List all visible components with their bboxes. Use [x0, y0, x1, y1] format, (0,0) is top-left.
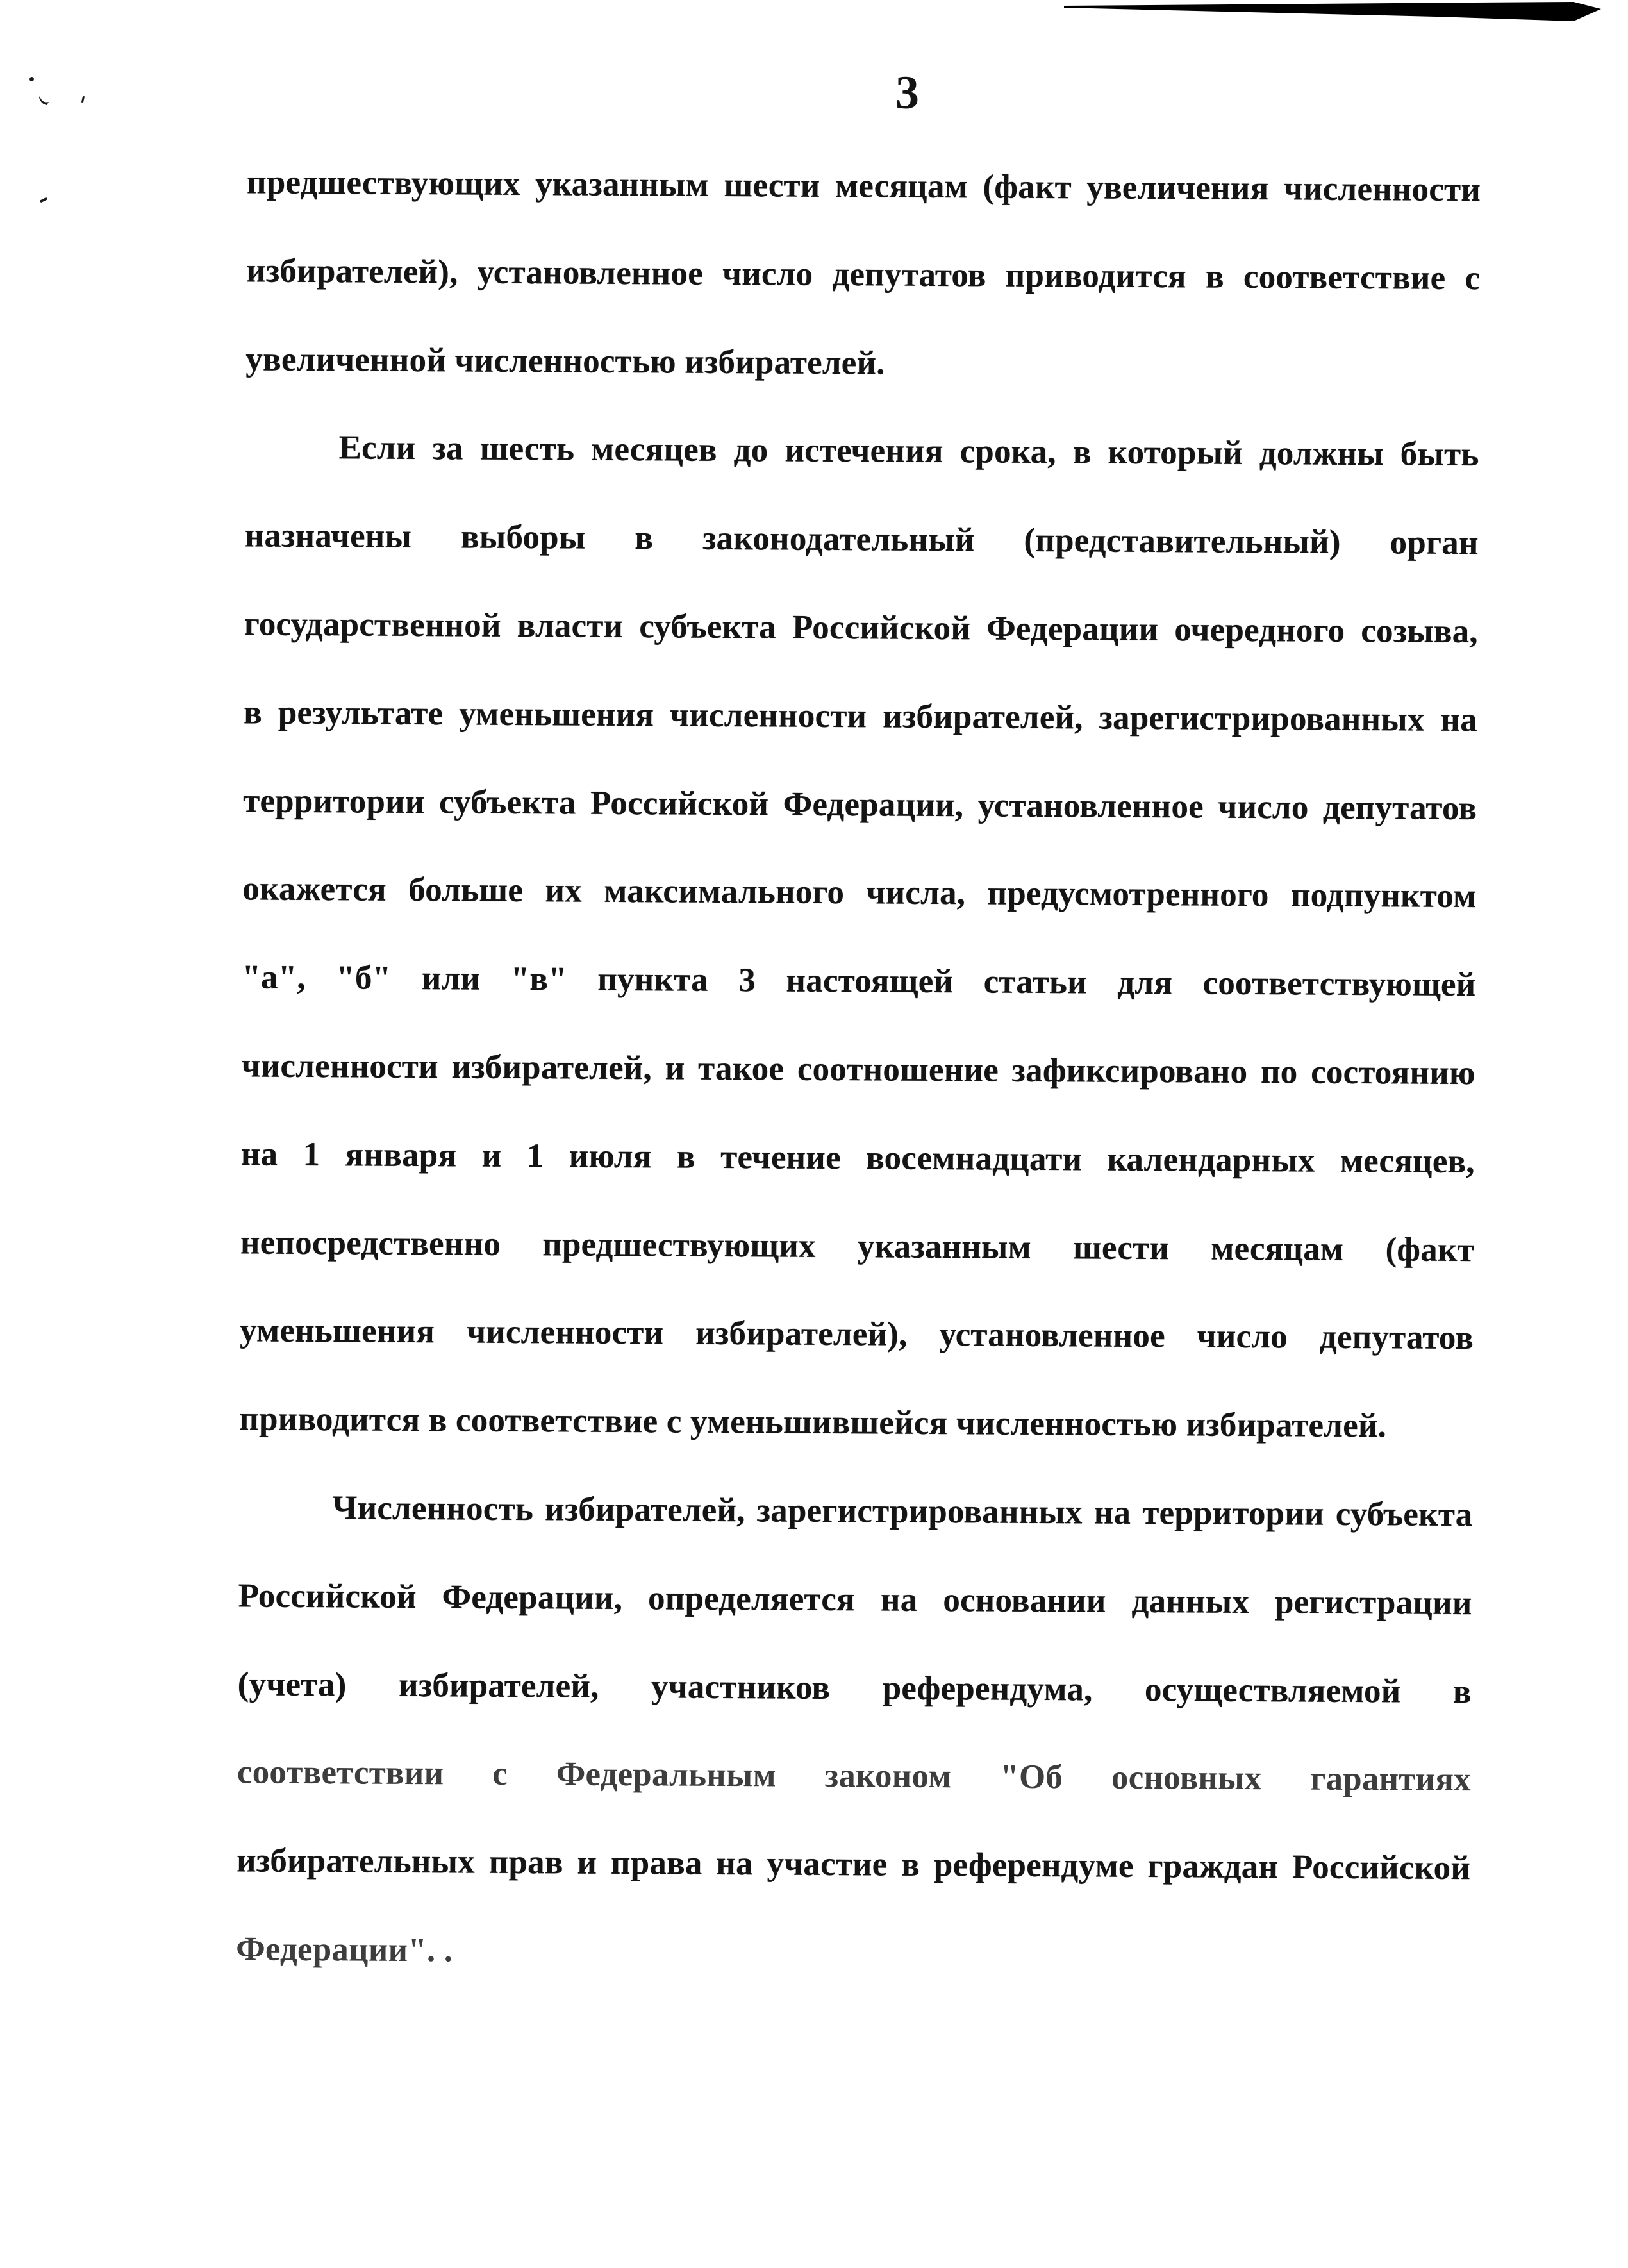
text-line: территории субъекта Российской Федерации, установленное число депутатов [243, 781, 1477, 827]
text-line: уменьшения численности избирателей), установленное число депутатов [239, 1312, 1474, 1357]
text-line: назначены выборы в законодательный (представительный) орган [244, 517, 1479, 562]
text-line: в результате уменьшения численности избирателей, зарегистрированных на [243, 694, 1478, 738]
text-line: окажется больше их максимального числа, предусмотренного подпунктом [242, 870, 1477, 915]
text-line: увеличенной численностью избирателей. [245, 340, 885, 382]
text-line: избирателей), установленное число депутатов приводится в соответствие с [246, 252, 1481, 297]
text-line: приводится в соответствие с уменьшившейся численностью избирателей. [239, 1400, 1387, 1445]
text-line: избирательных прав и права на участие в референдуме граждан Российской [236, 1842, 1471, 1887]
text-line: Если за шесть месяцев до истечения срока, в который должны быть [338, 429, 1479, 474]
text-line: "а", "б" или "в" пункта 3 настоящей статьи для соответствующей [242, 958, 1476, 1004]
document-text [236, 138, 1481, 2001]
text-line: Численность избирателей, зарегистрированных на территории субъекта [332, 1489, 1473, 1534]
text-line: соответствии с Федеральным законом "Об основных гарантиях [237, 1753, 1472, 1799]
text-line: Федерации". . [236, 1930, 453, 1969]
text-line: численности избирателей, и такое соотношение зафиксировано по состоянию [241, 1047, 1475, 1092]
text-line: (учета) избирателей, участников референдума, осуществляемой в [237, 1665, 1472, 1710]
text-line: предшествующих указанным шести месяцам (факт увеличения численности [246, 163, 1481, 209]
paragraph [236, 1463, 1473, 2001]
page-number: 3 [895, 66, 920, 119]
paragraph [245, 138, 1481, 411]
paragraph [239, 404, 1479, 1471]
text-line: на 1 января и 1 июля в течение восемнадцати календарных месяцев, [240, 1135, 1475, 1180]
text-line: государственной власти субъекта Российской Федерации очередного созыва, [244, 605, 1479, 651]
text-line: непосредственно предшествующих указанным шести месяцам (факт [240, 1223, 1475, 1269]
text-line: Российской Федерации, определяется на основании данных регистрации [238, 1577, 1472, 1622]
